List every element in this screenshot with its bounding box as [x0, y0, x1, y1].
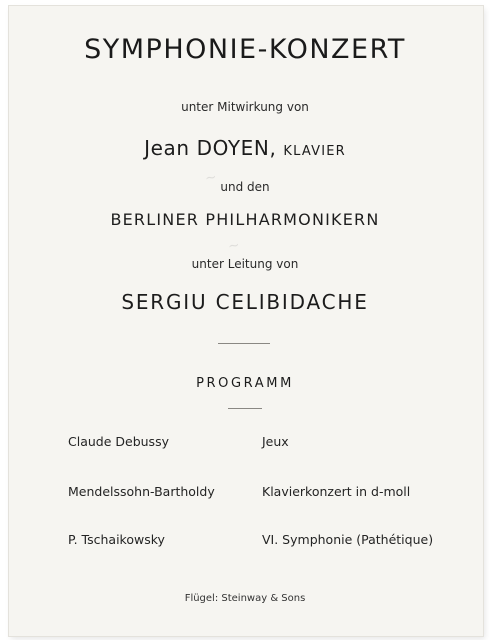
- footer-note: Flügel: Steinway & Sons: [184, 593, 306, 604]
- orchestra-name: BERLINER PHILHARMONIKERN: [110, 210, 380, 229]
- divider: [228, 408, 262, 409]
- composer: Claude Debussy: [68, 434, 169, 449]
- composer: P. Tschaikowsky: [68, 532, 165, 547]
- divider: [218, 343, 270, 344]
- work-title: Klavierkonzert in d-moll: [262, 484, 411, 499]
- soloist-instrument: KLAVIER: [283, 144, 346, 159]
- with-line: unter Mitwirkung von: [181, 100, 309, 114]
- program-item: [0, 434, 490, 454]
- pencil-mark: ~: [226, 237, 242, 255]
- program-item: [0, 532, 490, 552]
- work-title: VI. Symphonie (Pathétique): [262, 532, 434, 547]
- direction-line: unter Leitung von: [191, 257, 299, 271]
- concert-title: SYMPHONIE-KONZERT: [84, 34, 406, 65]
- soloist-line: [0, 136, 490, 160]
- program-item: [0, 484, 490, 504]
- and-line: und den: [220, 180, 270, 194]
- program-heading: PROGRAMM: [196, 376, 294, 391]
- composer: Mendelssohn-Bartholdy: [68, 484, 215, 499]
- soloist-name: Jean DOYEN,: [144, 136, 277, 160]
- pencil-mark: ~: [203, 169, 219, 187]
- conductor-name: SERGIU CELIBIDACHE: [121, 290, 369, 314]
- work-title: Jeux: [262, 434, 289, 449]
